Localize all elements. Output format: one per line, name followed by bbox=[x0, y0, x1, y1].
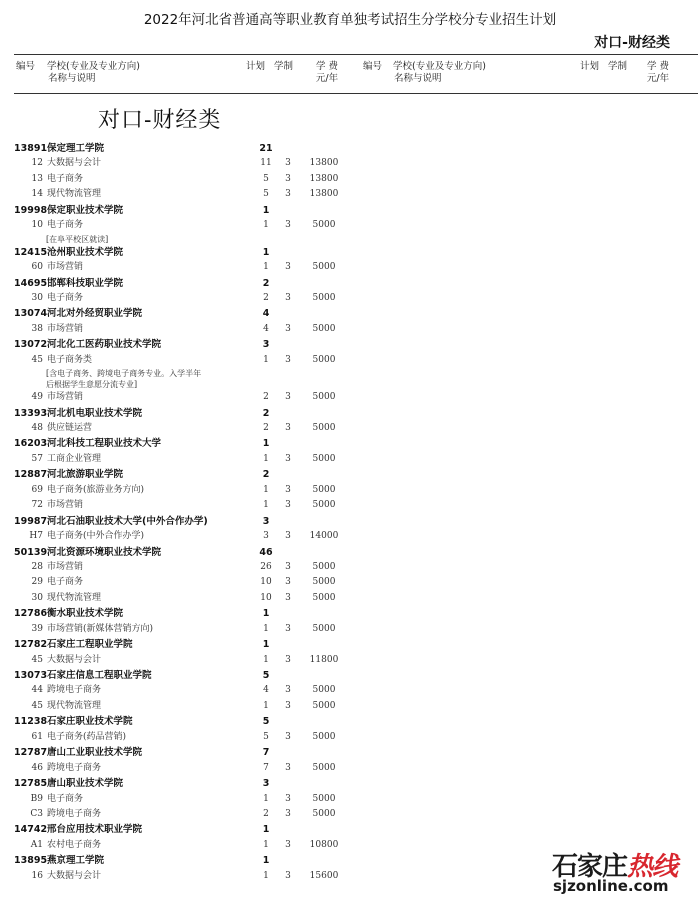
major-row bbox=[0, 622, 700, 637]
major-code: 69 bbox=[31, 484, 43, 495]
major-years: 3 bbox=[285, 870, 291, 881]
major-name: 农村电子商务 bbox=[47, 839, 102, 850]
major-row bbox=[0, 807, 700, 822]
header-fee bbox=[309, 61, 345, 85]
school-plan-total: 1 bbox=[262, 824, 270, 836]
major-years: 3 bbox=[285, 793, 291, 804]
major-plan: 1 bbox=[263, 793, 269, 804]
major-fee: 5000 bbox=[312, 700, 336, 711]
major-code: 44 bbox=[31, 685, 43, 696]
major-fee: 5000 bbox=[312, 623, 336, 634]
major-name: 电子商务 bbox=[47, 173, 84, 184]
major-plan: 2 bbox=[263, 808, 269, 819]
school-name: 唐山工业职业技术学院 bbox=[47, 747, 143, 759]
school-plan-total: 1 bbox=[262, 608, 270, 620]
major-years: 3 bbox=[285, 173, 291, 184]
major-plan: 1 bbox=[263, 870, 269, 881]
school-plan-total: 46 bbox=[259, 546, 273, 558]
school-plan-total: 1 bbox=[262, 855, 270, 867]
major-code: 14 bbox=[31, 189, 43, 200]
major-row bbox=[0, 529, 700, 544]
school-plan-total: 1 bbox=[262, 438, 270, 450]
major-code: 46 bbox=[31, 762, 43, 773]
school-code: 14742 bbox=[14, 824, 48, 836]
major-name: 电子商务 bbox=[47, 793, 84, 804]
major-plan: 26 bbox=[260, 561, 272, 572]
major-years: 3 bbox=[285, 158, 291, 169]
major-code: B9 bbox=[30, 793, 43, 804]
major-name: 工商企业管理 bbox=[47, 453, 102, 464]
major-fee: 5000 bbox=[312, 423, 336, 433]
school-plan-total: 1 bbox=[262, 204, 270, 216]
header-code: 编号 bbox=[16, 61, 36, 72]
major-plan: 3 bbox=[263, 531, 269, 542]
major-fee: 5000 bbox=[312, 500, 336, 511]
major-note: [含电子商务、跨境电子商务专业。入学半年 bbox=[46, 369, 202, 379]
school-name: 燕京理工学院 bbox=[47, 855, 105, 867]
major-name: 电子商务类 bbox=[47, 354, 93, 365]
major-fee: 5000 bbox=[312, 392, 336, 403]
school-name: 唐山职业技术学院 bbox=[47, 778, 124, 790]
major-years: 3 bbox=[285, 762, 291, 773]
major-plan: 1 bbox=[263, 262, 269, 273]
school-plan-total: 5 bbox=[262, 670, 270, 681]
major-name: 电子商务(中外合作办学) bbox=[47, 531, 145, 542]
major-plan: 1 bbox=[263, 654, 269, 665]
major-fee: 5000 bbox=[312, 561, 336, 572]
major-code: 45 bbox=[31, 700, 43, 711]
major-row bbox=[0, 730, 700, 745]
watermark-name-part2: 热线 bbox=[627, 852, 678, 882]
major-name: 跨境电子商务 bbox=[47, 808, 102, 819]
school-code: 12887 bbox=[14, 469, 48, 481]
header-code-right: 编号 bbox=[363, 61, 383, 72]
major-years: 3 bbox=[285, 500, 291, 511]
school-row bbox=[0, 406, 700, 421]
major-name: 现代物流管理 bbox=[47, 189, 102, 200]
major-code: 48 bbox=[31, 423, 43, 433]
major-code: 45 bbox=[31, 354, 43, 365]
major-name: 市场营销 bbox=[47, 561, 84, 572]
school-name: 邢台应用技术职业学院 bbox=[47, 824, 143, 836]
major-fee: 5000 bbox=[312, 731, 336, 742]
major-note-row bbox=[0, 234, 700, 245]
header-fee-line2: 元/年 bbox=[315, 73, 339, 84]
school-code: 12785 bbox=[14, 778, 48, 790]
major-row bbox=[0, 172, 700, 187]
school-plan-total: 2 bbox=[262, 407, 270, 419]
major-name: 市场营销 bbox=[47, 500, 84, 511]
major-name: 大数据与会计 bbox=[47, 654, 102, 665]
school-code: 13073 bbox=[14, 670, 48, 681]
header-school-right bbox=[393, 61, 486, 85]
major-row bbox=[0, 483, 700, 498]
major-code: 10 bbox=[31, 220, 43, 231]
major-code: 57 bbox=[31, 453, 43, 464]
major-years: 3 bbox=[285, 323, 291, 334]
major-name: 供应链运营 bbox=[47, 423, 93, 433]
school-plan-total: 1 bbox=[262, 246, 270, 258]
major-plan: 2 bbox=[263, 292, 269, 303]
school-name: 河北科技工程职业技术大学 bbox=[47, 438, 162, 450]
school-row bbox=[0, 337, 700, 352]
major-years: 3 bbox=[285, 577, 291, 588]
major-fee: 13800 bbox=[309, 189, 339, 200]
major-fee: 5000 bbox=[312, 577, 336, 588]
school-code: 14695 bbox=[14, 277, 48, 289]
major-fee: 13800 bbox=[309, 173, 339, 184]
major-years: 3 bbox=[285, 623, 291, 634]
major-years: 3 bbox=[285, 700, 291, 711]
major-row bbox=[0, 560, 700, 575]
major-plan: 10 bbox=[260, 577, 272, 588]
major-plan: 5 bbox=[263, 173, 269, 184]
school-code: 13072 bbox=[14, 339, 48, 351]
header-years: 学制 bbox=[274, 61, 294, 72]
major-plan: 1 bbox=[263, 453, 269, 464]
major-fee: 11800 bbox=[309, 654, 339, 665]
header-fee-right bbox=[640, 61, 676, 85]
school-name: 邯郸科技职业学院 bbox=[47, 277, 124, 289]
header-fee-right-line2: 元/年 bbox=[646, 73, 670, 84]
major-plan: 1 bbox=[263, 484, 269, 495]
major-note-row bbox=[0, 379, 700, 390]
major-row bbox=[0, 653, 700, 668]
major-row bbox=[0, 353, 700, 368]
major-fee: 5000 bbox=[312, 453, 336, 464]
major-note: 后根据学生意愿分流专业] bbox=[46, 380, 138, 390]
major-code: 12 bbox=[31, 158, 43, 169]
major-name: 市场营销 bbox=[47, 392, 84, 403]
school-name: 河北石油职业技术大学(中外合作办学) bbox=[47, 515, 208, 527]
major-plan: 10 bbox=[260, 592, 272, 603]
major-fee: 5000 bbox=[312, 292, 336, 303]
major-code: 38 bbox=[31, 323, 43, 334]
school-plan-total: 21 bbox=[259, 143, 273, 154]
major-row bbox=[0, 260, 700, 275]
school-name: 石家庄职业技术学院 bbox=[47, 716, 133, 728]
major-row bbox=[0, 575, 700, 590]
major-years: 3 bbox=[285, 561, 291, 572]
major-code: 16 bbox=[31, 870, 43, 881]
school-code: 19998 bbox=[14, 204, 48, 216]
header-school-line2: 名称与说明 bbox=[48, 73, 96, 84]
school-row bbox=[0, 245, 700, 260]
major-code: 29 bbox=[31, 577, 43, 588]
major-plan: 2 bbox=[263, 423, 269, 433]
major-row bbox=[0, 699, 700, 714]
school-name: 河北对外经贸职业学院 bbox=[47, 308, 143, 320]
major-name: 大数据与会计 bbox=[47, 158, 102, 169]
major-fee: 13800 bbox=[309, 158, 339, 169]
major-years: 3 bbox=[285, 453, 291, 464]
major-fee: 15600 bbox=[309, 870, 339, 881]
school-row bbox=[0, 514, 700, 529]
school-code: 12787 bbox=[14, 747, 48, 759]
major-years: 3 bbox=[285, 731, 291, 742]
school-name: 石家庄工程职业学院 bbox=[47, 639, 133, 651]
major-name: 跨境电子商务 bbox=[47, 685, 102, 696]
major-row bbox=[0, 421, 700, 436]
school-code: 19987 bbox=[14, 515, 48, 527]
school-plan-total: 4 bbox=[262, 308, 270, 320]
school-row bbox=[0, 467, 700, 482]
major-years: 3 bbox=[285, 685, 291, 696]
major-code: H7 bbox=[29, 531, 43, 542]
major-name: 电子商务 bbox=[47, 292, 84, 303]
major-plan: 1 bbox=[263, 354, 269, 365]
major-plan: 7 bbox=[263, 762, 269, 773]
school-row bbox=[0, 745, 700, 760]
major-years: 3 bbox=[285, 531, 291, 542]
major-code: 61 bbox=[31, 731, 43, 742]
major-code: 72 bbox=[31, 500, 43, 511]
school-code: 12415 bbox=[14, 246, 48, 258]
major-plan: 4 bbox=[263, 685, 269, 696]
major-name: 市场营销 bbox=[47, 323, 84, 334]
header-top-rule bbox=[14, 54, 698, 55]
school-row bbox=[0, 436, 700, 451]
school-code: 13891 bbox=[14, 143, 48, 154]
school-row bbox=[0, 668, 700, 683]
major-row bbox=[0, 683, 700, 698]
school-name: 河北机电职业技术学院 bbox=[47, 407, 143, 419]
school-name: 保定职业技术学院 bbox=[47, 204, 124, 216]
enrollment-plan-list bbox=[0, 141, 700, 884]
school-row bbox=[0, 606, 700, 621]
school-row bbox=[0, 714, 700, 729]
school-plan-total: 3 bbox=[262, 339, 270, 351]
school-row bbox=[0, 141, 700, 156]
header-school-line1: 学校(专业及专业方向) bbox=[47, 61, 140, 72]
school-code: 13895 bbox=[14, 855, 48, 867]
major-note: [在阜平校区就读] bbox=[46, 234, 109, 244]
major-plan: 5 bbox=[263, 731, 269, 742]
major-fee: 5000 bbox=[312, 220, 336, 231]
watermark-url: sjzonline.com bbox=[553, 877, 669, 895]
school-code: 50139 bbox=[14, 546, 48, 558]
school-plan-total: 3 bbox=[262, 778, 270, 790]
header-years-right: 学制 bbox=[608, 61, 628, 72]
major-plan: 2 bbox=[263, 392, 269, 403]
major-fee: 5000 bbox=[312, 762, 336, 773]
major-code: 30 bbox=[31, 592, 43, 603]
major-code: 45 bbox=[31, 654, 43, 665]
major-name: 市场营销(新媒体营销方向) bbox=[47, 623, 154, 634]
major-years: 3 bbox=[285, 354, 291, 365]
major-name: 电子商务 bbox=[47, 220, 84, 231]
major-row bbox=[0, 792, 700, 807]
major-years: 3 bbox=[285, 808, 291, 819]
major-row bbox=[0, 591, 700, 606]
major-fee: 5000 bbox=[312, 685, 336, 696]
school-plan-total: 1 bbox=[262, 639, 270, 651]
major-code: C3 bbox=[30, 808, 43, 819]
school-row bbox=[0, 203, 700, 218]
school-code: 13393 bbox=[14, 407, 48, 419]
school-name: 河北化工医药职业技术学院 bbox=[47, 339, 162, 351]
school-plan-total: 3 bbox=[262, 515, 270, 527]
major-code: 30 bbox=[31, 292, 43, 303]
major-plan: 11 bbox=[260, 158, 272, 169]
school-row bbox=[0, 276, 700, 291]
major-name: 电子商务(旅游业务方向) bbox=[47, 484, 145, 495]
major-plan: 1 bbox=[263, 220, 269, 231]
major-plan: 5 bbox=[263, 189, 269, 200]
header-school-right-line2: 名称与说明 bbox=[394, 73, 442, 84]
school-row bbox=[0, 637, 700, 652]
school-code: 12782 bbox=[14, 639, 48, 651]
school-row bbox=[0, 776, 700, 791]
major-name: 市场营销 bbox=[47, 262, 84, 273]
school-code: 16203 bbox=[14, 438, 48, 450]
school-name: 河北旅游职业学院 bbox=[47, 469, 124, 481]
school-name: 沧州职业技术学院 bbox=[47, 246, 124, 258]
major-row bbox=[0, 761, 700, 776]
school-plan-total: 2 bbox=[262, 469, 270, 481]
school-code: 12786 bbox=[14, 608, 48, 620]
major-years: 3 bbox=[285, 423, 291, 433]
major-row bbox=[0, 322, 700, 337]
major-row bbox=[0, 156, 700, 171]
major-plan: 1 bbox=[263, 839, 269, 850]
major-row bbox=[0, 291, 700, 306]
major-code: 49 bbox=[31, 392, 43, 403]
major-row bbox=[0, 187, 700, 202]
major-name: 现代物流管理 bbox=[47, 700, 102, 711]
major-name: 跨境电子商务 bbox=[47, 762, 102, 773]
header-plan: 计划 bbox=[246, 61, 266, 72]
major-years: 3 bbox=[285, 484, 291, 495]
major-fee: 5000 bbox=[312, 262, 336, 273]
major-code: 13 bbox=[31, 173, 43, 184]
school-name: 石家庄信息工程职业学院 bbox=[47, 670, 152, 681]
major-code: 39 bbox=[31, 623, 43, 634]
school-name: 河北资源环境职业技术学院 bbox=[47, 546, 162, 558]
major-years: 3 bbox=[285, 220, 291, 231]
major-fee: 14000 bbox=[309, 531, 339, 542]
major-fee: 5000 bbox=[312, 793, 336, 804]
major-name: 电子商务 bbox=[47, 577, 84, 588]
school-plan-total: 7 bbox=[262, 747, 270, 759]
major-fee: 10800 bbox=[309, 839, 339, 850]
category-label: 对口-财经类 bbox=[594, 35, 670, 51]
major-fee: 5000 bbox=[312, 354, 336, 365]
major-fee: 5000 bbox=[312, 323, 336, 334]
major-row bbox=[0, 498, 700, 513]
major-row bbox=[0, 390, 700, 405]
major-name: 大数据与会计 bbox=[47, 870, 102, 881]
header-school bbox=[47, 61, 140, 85]
major-fee: 5000 bbox=[312, 592, 336, 603]
major-code: 60 bbox=[31, 262, 43, 273]
major-years: 3 bbox=[285, 654, 291, 665]
major-plan: 1 bbox=[263, 623, 269, 634]
major-years: 3 bbox=[285, 839, 291, 850]
major-years: 3 bbox=[285, 189, 291, 200]
major-plan: 4 bbox=[263, 323, 269, 334]
major-years: 3 bbox=[285, 262, 291, 273]
school-code: 11238 bbox=[14, 716, 48, 728]
header-fee-right-line1: 学 费 bbox=[646, 61, 670, 72]
header-bottom-rule bbox=[14, 93, 698, 94]
major-name: 电子商务(药品营销) bbox=[47, 731, 127, 742]
school-plan-total: 2 bbox=[262, 277, 270, 289]
major-code: A1 bbox=[30, 839, 43, 850]
header-fee-line1: 学 费 bbox=[315, 61, 339, 72]
major-code: 28 bbox=[31, 561, 43, 572]
major-row bbox=[0, 218, 700, 233]
school-plan-total: 5 bbox=[262, 716, 270, 728]
major-plan: 1 bbox=[263, 500, 269, 511]
major-fee: 5000 bbox=[312, 484, 336, 495]
document-title: 2022年河北省普通高等职业教育单独考试招生分学校分专业招生计划 bbox=[143, 12, 557, 28]
major-name: 现代物流管理 bbox=[47, 592, 102, 603]
watermark-name-part1: 石家庄 bbox=[552, 852, 628, 882]
major-years: 3 bbox=[285, 592, 291, 603]
header-plan-right: 计划 bbox=[580, 61, 600, 72]
school-row bbox=[0, 545, 700, 560]
school-code: 13074 bbox=[14, 308, 48, 320]
section-title: 对口-财经类 bbox=[98, 108, 222, 133]
major-years: 3 bbox=[285, 392, 291, 403]
major-years: 3 bbox=[285, 292, 291, 303]
major-fee: 5000 bbox=[312, 808, 336, 819]
header-school-right-line1: 学校(专业及专业方向) bbox=[393, 61, 486, 72]
school-row bbox=[0, 822, 700, 837]
major-row bbox=[0, 452, 700, 467]
major-note-row bbox=[0, 368, 700, 379]
major-plan: 1 bbox=[263, 700, 269, 711]
school-name: 衡水职业技术学院 bbox=[47, 608, 124, 620]
school-name: 保定理工学院 bbox=[47, 143, 105, 154]
school-row bbox=[0, 306, 700, 321]
